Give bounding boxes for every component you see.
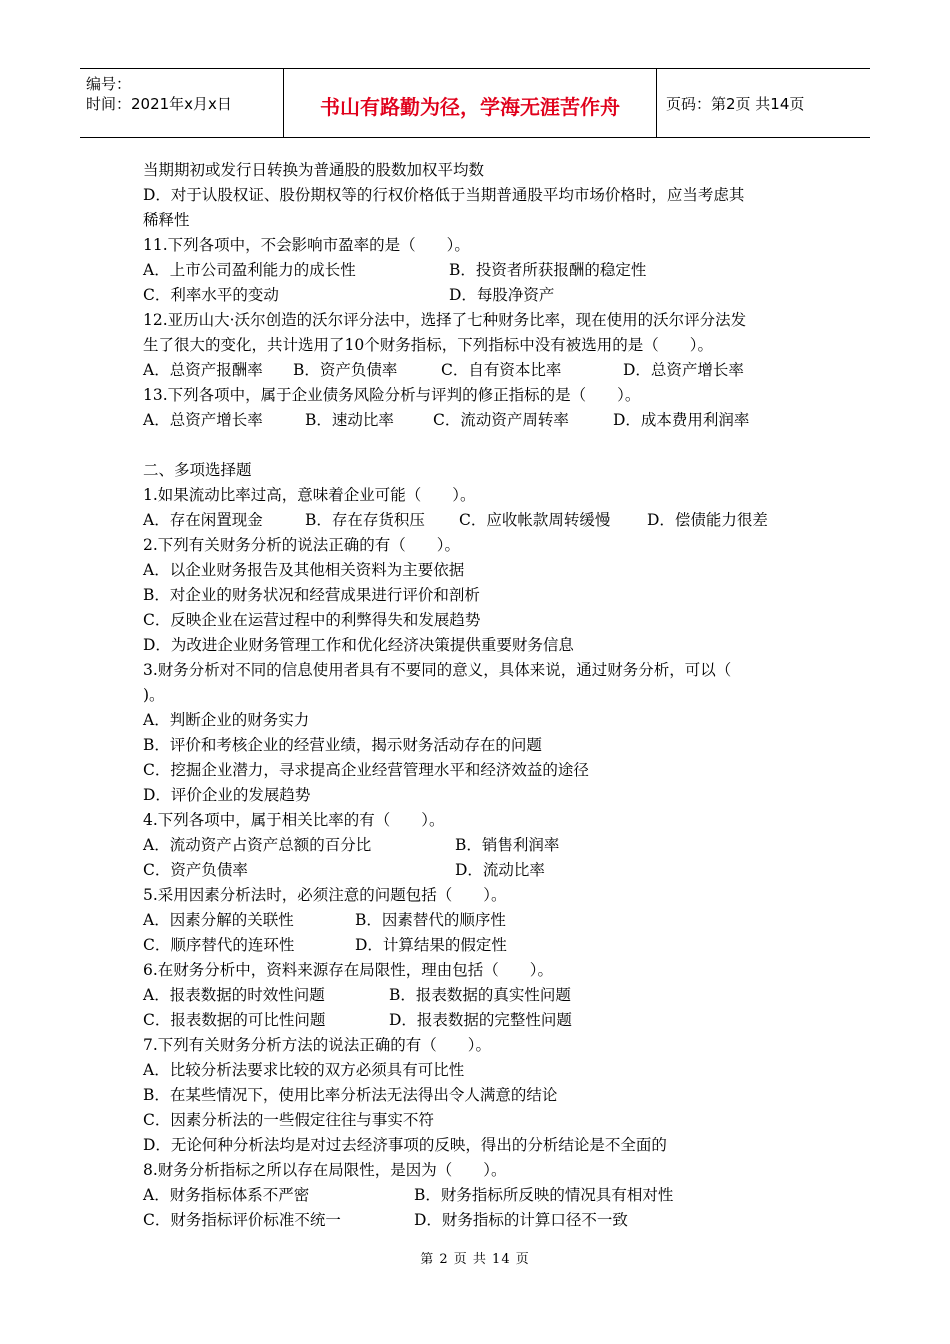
option: D．财务指标的计算口径不一致 (414, 1211, 628, 1229)
option: C．利率水平的变动 (143, 286, 279, 304)
options-row (143, 283, 823, 308)
option: A．判断企业的财务实力 (143, 711, 310, 729)
header-motto: 书山有路勤为径，学海无涯苦作舟 (320, 95, 620, 119)
text-line: 当期期初或发行日转换为普通股的股数加权平均数 (143, 161, 485, 179)
document-number-label: 编号： (86, 75, 132, 93)
options-row (143, 258, 823, 283)
option: B．对企业的财务状况和经营成果进行评价和剖析 (143, 586, 480, 604)
option: C．报表数据的可比性问题 (143, 1011, 326, 1029)
text-line: D．对于认股权证、股份期权等的行权价格低于当期普通股平均市场价格时，应当考虑其 (143, 186, 745, 204)
options-row (143, 1183, 823, 1208)
option: A．报表数据的时效性问题 (143, 986, 325, 1004)
text-line: 生了很大的变化，共计选用了10个财务指标，下列指标中没有被选用的是（ ）。 (143, 336, 713, 354)
option: D．计算结果的假定性 (355, 936, 507, 954)
options-row (143, 983, 823, 1008)
question-12: 12.亚历山大·沃尔创造的沃尔评分法中，选择了七种财务比率，现在使用的沃尔评分法发 (143, 311, 747, 329)
header-motto-cell (283, 69, 657, 137)
question-m5: 5.采用因素分析法时，必须注意的问题包括（ ）。 (143, 886, 507, 904)
header-left-cell (80, 69, 283, 137)
option: A．存在闲置现金 (143, 511, 263, 529)
option: D．无论何种分析法均是对过去经济事项的反映，得出的分析结论是不全面的 (143, 1136, 667, 1154)
option: B．评价和考核企业的经营业绩，揭示财务活动存在的问题 (143, 736, 542, 754)
option: B．资产负债率 (293, 361, 398, 379)
question-m2: 2.下列有关财务分析的说法正确的有（ ）。 (143, 536, 461, 554)
option: A．以企业财务报告及其他相关资料为主要依据 (143, 561, 465, 579)
option: A．因素分解的关联性 (143, 911, 294, 929)
options-row (143, 933, 823, 958)
option: B．在某些情况下，使用比率分析法无法得出令人满意的结论 (143, 1086, 558, 1104)
question-11: 11.下列各项中，不会影响市盈率的是（ ）。 (143, 236, 470, 254)
text-line: )。 (143, 686, 165, 704)
question-m3: 3.财务分析对不同的信息使用者具有不要同的意义，具体来说，通过财务分析，可以（ (143, 661, 732, 679)
option: C．应收帐款周转缓慢 (459, 511, 611, 529)
option: D．每股净资产 (449, 286, 555, 304)
option: A．总资产增长率 (143, 411, 263, 429)
option: D．为改进企业财务管理工作和优化经济决策提供重要财务信息 (143, 636, 574, 654)
option: B．报表数据的真实性问题 (389, 986, 571, 1004)
option: B．因素替代的顺序性 (355, 911, 506, 929)
question-m1: 1.如果流动比率过高，意味着企业可能（ ）。 (143, 486, 476, 504)
option: D．报表数据的完整性问题 (389, 1011, 572, 1029)
option: C．自有资本比率 (441, 361, 562, 379)
option: A．上市公司盈利能力的成长性 (143, 261, 356, 279)
options-row (143, 908, 823, 933)
option: D．评价企业的发展趋势 (143, 786, 311, 804)
option: B．速动比率 (305, 411, 394, 429)
option: C．财务指标评价标准不统一 (143, 1211, 341, 1229)
blank-line (143, 433, 823, 458)
document-body (143, 158, 823, 1233)
options-row (143, 508, 823, 533)
option: D．流动比率 (455, 861, 545, 879)
document-time-label: 时间：2021年x月x日 (86, 95, 232, 113)
option: A．比较分析法要求比较的双方必须具有可比性 (143, 1061, 465, 1079)
page-header (80, 68, 870, 138)
question-m8: 8.财务分析指标之所以存在局限性，是因为（ ）。 (143, 1161, 507, 1179)
header-page-info: 页码：第2页 共14页 (666, 95, 805, 113)
option: C．因素分析法的一些假定往往与事实不符 (143, 1111, 434, 1129)
page-footer: 第 2 页 共 14 页 (420, 1252, 530, 1267)
section-heading: 二、多项选择题 (143, 461, 252, 479)
question-m6: 6.在财务分析中，资料来源存在局限性，理由包括（ ）。 (143, 961, 554, 979)
option: B．存在存货积压 (305, 511, 425, 529)
option: C．顺序替代的连环性 (143, 936, 295, 954)
option: C．流动资产周转率 (433, 411, 569, 429)
option: A．流动资产占资产总额的百分比 (143, 836, 372, 854)
options-row (143, 833, 823, 858)
question-m4: 4.下列各项中，属于相关比率的有（ ）。 (143, 811, 445, 829)
options-row (143, 1008, 823, 1033)
option: A．财务指标体系不严密 (143, 1186, 310, 1204)
option: C．资产负债率 (143, 861, 248, 879)
option: C．反映企业在运营过程中的利弊得失和发展趋势 (143, 611, 481, 629)
option: A．总资产报酬率 (143, 361, 263, 379)
option: B．销售利润率 (455, 836, 560, 854)
option: D．偿债能力很差 (647, 511, 768, 529)
option: D．总资产增长率 (623, 361, 744, 379)
option: B．投资者所获报酬的稳定性 (449, 261, 647, 279)
question-13: 13.下列各项中，属于企业债务风险分析与评判的修正指标的是（ ）。 (143, 386, 641, 404)
options-row (143, 858, 823, 883)
options-row (143, 408, 823, 433)
option: D．成本费用利润率 (613, 411, 750, 429)
question-m7: 7.下列有关财务分析方法的说法正确的有（ ）。 (143, 1036, 492, 1054)
header-right-cell (656, 69, 870, 137)
option: B．财务指标所反映的情况具有相对性 (414, 1186, 674, 1204)
options-row (143, 358, 823, 383)
text-line: 稀释性 (143, 211, 190, 229)
option: C．挖掘企业潜力，寻求提高企业经营管理水平和经济效益的途径 (143, 761, 589, 779)
options-row (143, 1208, 823, 1233)
